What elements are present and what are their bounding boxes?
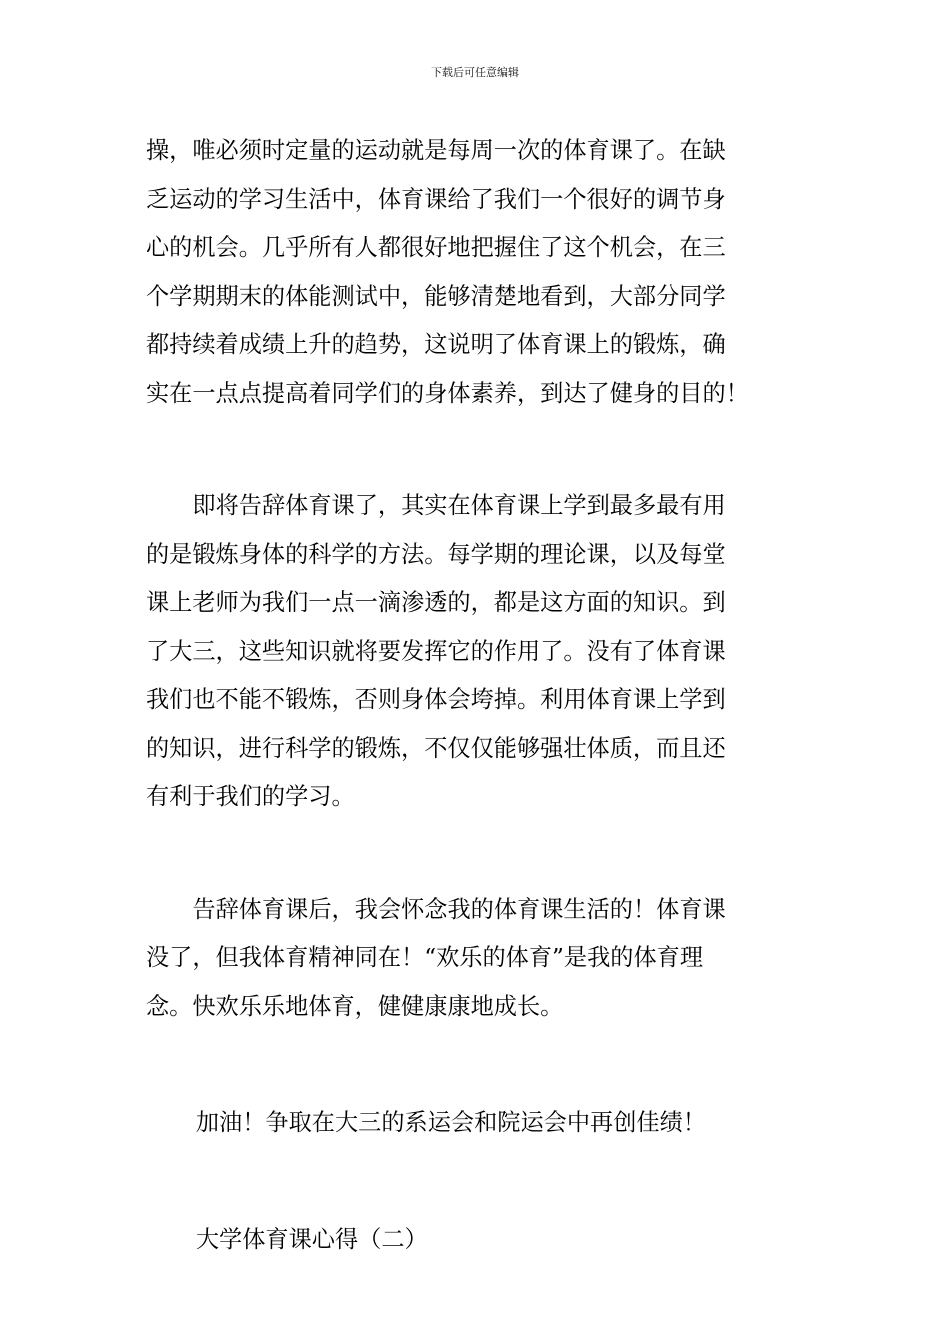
page-header: 下载后可任意编辑 [431, 66, 519, 79]
text-line: 课上老师为我们一点一滴渗透的，都是这方面的知识。到 [146, 589, 726, 616]
section-title: 大学体育课心得（二） [195, 1225, 428, 1253]
text-line: 了大三，这些知识就将要发挥它的作用了。没有了体育课 [146, 637, 726, 665]
text-line: 心的机会。几乎所有人都很好地把握住了这个机会，在三 [146, 234, 726, 261]
text-line: 没了，但我体育精神同在！“欢乐的体育”是我的体育理 [146, 944, 704, 971]
paragraph-spacer [146, 822, 808, 886]
text-line: 念。快欢乐乐地体育，健健康康地成长。 [146, 992, 564, 1020]
text-line: 操，唯必须时定量的运动就是每周一次的体育课了。在缺 [146, 137, 726, 164]
text-line: 乏运动的学习生活中，体育课给了我们一个很好的调节身 [146, 185, 726, 213]
text-line: 都持续着成绩上升的趋势，这说明了体育课上的锻炼，确 [146, 331, 726, 358]
text-line: 的知识，进行科学的锻炼，不仅仅能够强壮体质，而且还 [146, 734, 726, 762]
text-line: 实在一点点提高着同学们的身体素养，到达了健身的目的！ [146, 379, 749, 407]
document-body [146, 127, 808, 1264]
paragraph-spacer [146, 418, 808, 482]
paragraph-spacer [146, 1148, 808, 1216]
closing-line: 加油！争取在大三的系运会和院运会中再创佳绩！ [195, 1109, 706, 1136]
text-line: 告辞体育课后，我会怀念我的体育课生活的！体育课 [192, 895, 726, 923]
text-line: 个学期期末的体能测试中，能够清楚地看到，大部分同学 [146, 282, 726, 310]
text-line: 有利于我们的学习。 [146, 783, 355, 810]
paragraph-3 [146, 886, 808, 1032]
text-line: 即将告辞体育课了，其实在体育课上学到最多最有用 [192, 492, 726, 519]
paragraph-spacer [146, 1031, 808, 1099]
paragraph-2 [146, 482, 808, 822]
paragraph-1 [146, 127, 808, 418]
text-line: 我们也不能不锻炼，否则身体会垮掉。利用体育课上学到 [146, 686, 726, 713]
text-line: 的是锻炼身体的科学的方法。每学期的理论课，以及每堂 [146, 540, 726, 568]
